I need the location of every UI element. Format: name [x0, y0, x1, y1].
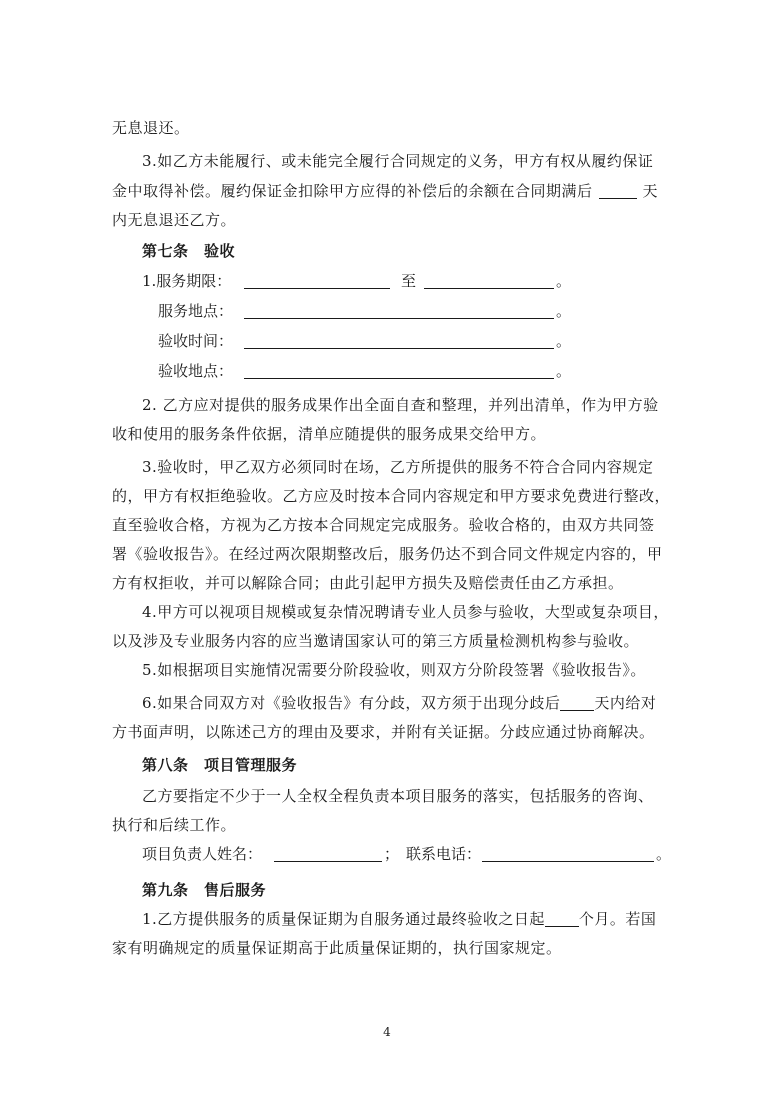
separator: ； [384, 845, 400, 863]
text-fragment: 天内给对 [594, 694, 657, 712]
section-heading-7: 第七条 验收 [142, 242, 236, 260]
text-line [142, 909, 702, 929]
fill-blank [482, 861, 654, 862]
text-line: 4.甲方可以视项目规模或复杂情况聘请专业人员参与验收，大型或复杂项目， [142, 603, 669, 621]
text-line: 方有权拒收，并可以解除合同；由此引起甲方损失及赔偿责任由乙方承担。 [112, 574, 624, 592]
fill-blank [274, 861, 382, 862]
text-line [142, 693, 702, 713]
period-mark: 。 [556, 302, 572, 320]
fill-blank [244, 378, 554, 379]
text-line: 以及涉及专业服务内容的应当邀请国家认可的第三方质量检测机构参与验收。 [112, 632, 640, 650]
text-line: 的，甲方有权拒绝验收。乙方应及时按本合同内容规定和甲方要求免费进行整改， [112, 487, 671, 505]
text-line: 2. 乙方应对提供的服务成果作出全面自查和整理，并列出清单，作为甲方验 [142, 396, 659, 414]
text-fragment: 1.乙方提供服务的质量保证期为自服务通过最终验收之日起 [142, 910, 545, 928]
text-line: 3.验收时，甲乙双方必须同时在场，乙方所提供的服务不符合合同内容规定 [142, 458, 654, 476]
period-mark: 。 [656, 845, 672, 863]
fill-blank [599, 182, 637, 199]
acceptance-location-label: 验收地点： [158, 362, 234, 380]
text-fragment: 个月。若国 [578, 910, 657, 928]
text-line: 家有明确规定的质量保证期高于此质量保证期的，执行国家规定。 [112, 939, 562, 957]
phone-label: 联系电话： [406, 845, 482, 863]
period-mark: 。 [556, 272, 572, 290]
text-line: 5.如根据项目实施情况需要分阶段验收，则双方分阶段签署《验收报告》。 [142, 661, 646, 679]
text-fragment: 金中取得补偿。履约保证金扣除甲方应得的补偿后的余额在合同期满后 [112, 182, 593, 200]
fill-blank [244, 288, 390, 289]
page-number: 4 [383, 1025, 391, 1039]
project-leader-label: 项目负责人姓名： [142, 845, 263, 863]
text-line: 执行和后续工作。 [112, 816, 237, 834]
fill-blank [244, 348, 554, 349]
service-period-label: 1.服务期限： [142, 272, 232, 290]
text-line [112, 181, 672, 201]
fill-blank [560, 694, 594, 711]
text-line: 署《验收报告》。在经过两次限期整改后，服务仍达不到合同文件规定内容的，甲 [112, 545, 663, 563]
period-mark: 。 [556, 332, 572, 350]
fill-blank [424, 288, 554, 289]
fill-blank [545, 910, 579, 927]
text-line: 乙方要指定不少于一人全权全程负责本项目服务的落实，包括服务的咨询、 [142, 787, 654, 805]
text-fragment: 天 [642, 182, 659, 200]
period-mark: 。 [556, 362, 572, 380]
text-fragment: 6.如果合同双方对《验收报告》有分歧，双方须于出现分歧后 [142, 694, 561, 712]
section-heading-9: 第九条 售后服务 [142, 881, 267, 899]
to-label: 至 [401, 272, 417, 290]
text-line: 3.如乙方未能履行、或未能完全履行合同规定的义务，甲方有权从履约保证 [142, 152, 654, 170]
service-location-label: 服务地点： [158, 302, 234, 320]
acceptance-time-label: 验收时间： [158, 332, 234, 350]
text-line: 收和使用的服务条件依据，清单应随提供的服务成果交给甲方。 [112, 425, 547, 443]
text-line: 无息退还。 [112, 119, 190, 137]
text-line: 方书面声明，以陈述己方的理由及要求，并附有关证据。分歧应通过协商解决。 [112, 723, 655, 741]
section-heading-8: 第八条 项目管理服务 [142, 756, 298, 774]
text-line: 内无息退还乙方。 [112, 211, 237, 229]
text-line: 直至验收合格，方视为乙方按本合同规定完成服务。验收合格的，由双方共同签 [112, 516, 655, 534]
fill-blank [244, 318, 554, 319]
